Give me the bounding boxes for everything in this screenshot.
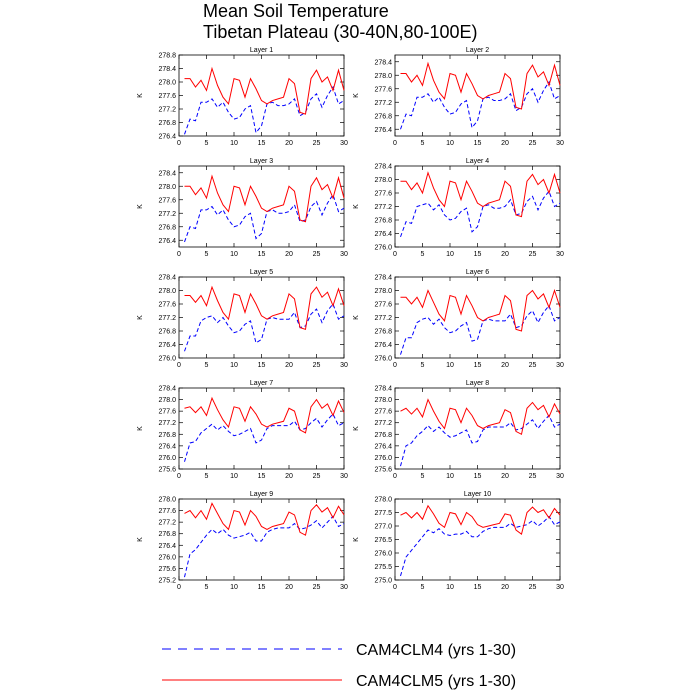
y-axis-label: K — [137, 426, 144, 431]
x-tick-label: 10 — [230, 584, 238, 591]
x-tick-label: 10 — [446, 140, 454, 147]
x-tick-label: 10 — [230, 251, 238, 258]
x-tick-label: 5 — [204, 140, 209, 147]
y-tick-label: 275.2 — [158, 577, 176, 585]
x-tick-label: 5 — [420, 362, 425, 369]
x-tick-label: 15 — [473, 362, 482, 369]
y-tick-label: 277.6 — [374, 86, 392, 94]
y-axis-label: K — [137, 204, 144, 209]
y-tick-label: 277.2 — [158, 519, 176, 527]
x-tick-label: 25 — [528, 473, 537, 480]
y-tick-label: 277.0 — [374, 523, 392, 531]
y-tick-label: 275.0 — [374, 577, 392, 585]
y-tick-label: 276.0 — [374, 355, 392, 363]
y-axis-label: K — [137, 93, 144, 98]
plot-frame — [179, 388, 344, 469]
chart-panel — [353, 380, 564, 480]
chart-panel — [353, 47, 564, 147]
y-axis-label: K — [353, 426, 360, 431]
figure-title-line1: Mean Soil Temperature — [203, 1, 389, 21]
x-tick-label: 30 — [340, 362, 348, 369]
y-tick-label: 276.4 — [374, 443, 392, 451]
x-tick-label: 0 — [393, 473, 397, 480]
x-tick-label: 10 — [230, 473, 238, 480]
y-tick-label: 278.4 — [374, 385, 392, 393]
series-line-clm5 — [185, 69, 345, 115]
y-tick-label: 276.8 — [158, 120, 176, 127]
x-tick-label: 25 — [312, 362, 321, 369]
y-tick-label: 278.4 — [158, 66, 176, 73]
panel-title: Layer 10 — [463, 491, 492, 498]
panel-title: Layer 2 — [465, 47, 490, 54]
y-tick-label: 276.5 — [374, 537, 392, 544]
x-tick-label: 15 — [473, 140, 482, 147]
x-tick-label: 30 — [556, 473, 564, 480]
y-axis-label: K — [353, 93, 360, 98]
series-line-clm5 — [401, 173, 561, 217]
y-tick-label: 278.0 — [374, 496, 392, 504]
chart-panel — [353, 158, 564, 258]
y-tick-label: 277.6 — [158, 93, 176, 100]
x-tick-label: 0 — [177, 584, 181, 591]
x-tick-label: 5 — [204, 362, 209, 369]
x-tick-label: 10 — [446, 251, 454, 258]
x-tick-label: 30 — [556, 251, 564, 258]
series-line-clm5 — [401, 291, 561, 332]
y-tick-label: 278.0 — [374, 288, 392, 295]
legend-label-clm5: CAM4CLM5 (yrs 1-30) — [356, 673, 517, 690]
y-tick-label: 276.0 — [158, 454, 176, 462]
panel-title: Layer 1 — [249, 47, 274, 54]
panel-title: Layer 8 — [465, 380, 490, 387]
x-tick-label: 10 — [230, 140, 238, 147]
y-tick-label: 278.0 — [158, 79, 176, 87]
x-tick-label: 10 — [446, 473, 454, 480]
x-tick-label: 25 — [528, 584, 537, 591]
y-tick-label: 278.4 — [374, 274, 392, 282]
x-tick-label: 0 — [393, 584, 397, 591]
x-tick-label: 15 — [257, 251, 266, 258]
y-tick-label: 276.8 — [158, 328, 176, 336]
y-tick-label: 277.2 — [374, 99, 392, 107]
panel-title: Layer 9 — [249, 491, 274, 498]
chart-panel — [137, 491, 348, 591]
series-line-clm5 — [185, 287, 345, 329]
y-tick-label: 277.6 — [374, 190, 392, 198]
figure-title-line2: Tibetan Plateau (30-40N,80-100E) — [203, 22, 478, 42]
y-tick-label: 277.2 — [374, 315, 392, 322]
y-axis-label: K — [353, 204, 360, 209]
y-tick-label: 278.0 — [158, 288, 176, 295]
x-tick-label: 20 — [501, 584, 509, 591]
x-tick-label: 30 — [340, 473, 348, 480]
panel-title: Layer 5 — [249, 269, 274, 276]
y-tick-label: 277.6 — [374, 408, 392, 416]
y-tick-label: 276.4 — [374, 126, 392, 134]
y-tick-label: 276.8 — [374, 217, 392, 225]
series-line-clm5 — [185, 398, 345, 433]
x-tick-label: 0 — [177, 251, 181, 258]
x-tick-label: 30 — [556, 584, 564, 591]
y-tick-label: 276.8 — [158, 224, 176, 232]
plot-frame — [395, 388, 560, 469]
x-tick-label: 20 — [285, 473, 293, 480]
y-tick-label: 278.0 — [374, 397, 392, 405]
series-line-clm4 — [185, 516, 345, 577]
x-tick-label: 0 — [177, 140, 181, 147]
x-tick-label: 25 — [312, 251, 321, 258]
y-tick-label: 276.0 — [374, 550, 392, 558]
x-tick-label: 5 — [204, 473, 209, 480]
y-tick-label: 277.5 — [374, 510, 392, 517]
series-line-clm4 — [185, 414, 345, 462]
x-tick-label: 30 — [340, 584, 348, 591]
y-tick-label: 277.6 — [158, 408, 176, 416]
y-tick-label: 277.2 — [158, 420, 176, 428]
y-tick-label: 276.4 — [158, 237, 176, 245]
x-tick-label: 5 — [420, 251, 425, 258]
chart-panel — [353, 491, 564, 591]
x-tick-label: 0 — [177, 473, 181, 480]
x-tick-label: 20 — [501, 251, 509, 258]
y-tick-label: 277.6 — [374, 301, 392, 309]
y-tick-label: 278.0 — [158, 397, 176, 405]
y-axis-label: K — [137, 537, 144, 542]
y-axis-label: K — [137, 315, 144, 320]
chart-panel — [137, 47, 348, 147]
y-tick-label: 278.0 — [374, 177, 392, 184]
x-tick-label: 20 — [285, 362, 293, 369]
x-tick-label: 0 — [393, 140, 397, 147]
chart-panel — [137, 269, 348, 369]
x-tick-label: 30 — [340, 140, 348, 147]
y-tick-label: 278.8 — [158, 52, 176, 60]
plot-frame — [179, 499, 344, 580]
x-tick-label: 30 — [340, 251, 348, 258]
chart-panel — [353, 269, 564, 369]
y-tick-label: 277.6 — [158, 508, 176, 516]
x-tick-label: 20 — [285, 584, 293, 591]
y-tick-label: 277.2 — [158, 210, 176, 218]
series-line-clm4 — [401, 82, 561, 129]
x-tick-label: 15 — [257, 362, 266, 369]
x-tick-label: 0 — [393, 362, 397, 369]
x-tick-label: 20 — [501, 362, 509, 369]
x-tick-label: 0 — [177, 362, 181, 369]
y-tick-label: 276.4 — [158, 342, 176, 349]
x-tick-label: 25 — [312, 584, 321, 591]
x-tick-label: 30 — [556, 140, 564, 147]
x-tick-label: 20 — [285, 140, 293, 147]
y-tick-label: 276.4 — [374, 342, 392, 349]
y-axis-label: K — [353, 537, 360, 542]
y-tick-label: 276.8 — [374, 113, 392, 121]
series-line-clm4 — [401, 415, 561, 466]
x-tick-label: 15 — [257, 584, 266, 591]
y-tick-label: 276.8 — [374, 328, 392, 336]
y-tick-label: 277.2 — [374, 204, 392, 211]
y-tick-label: 278.4 — [158, 385, 176, 393]
y-tick-label: 276.4 — [158, 542, 176, 550]
y-tick-label: 276.4 — [158, 443, 176, 451]
x-tick-label: 25 — [528, 251, 537, 258]
y-tick-label: 276.8 — [158, 431, 176, 439]
y-tick-label: 276.8 — [158, 531, 176, 539]
y-tick-label: 276.0 — [158, 554, 176, 562]
y-axis-label: K — [353, 315, 360, 320]
x-tick-label: 10 — [446, 362, 454, 369]
chart-panel — [137, 380, 348, 480]
y-tick-label: 276.0 — [158, 355, 176, 363]
y-tick-label: 276.0 — [374, 244, 392, 252]
x-tick-label: 5 — [420, 473, 425, 480]
x-tick-label: 15 — [473, 584, 482, 591]
series-line-clm4 — [401, 191, 561, 237]
legend — [162, 642, 516, 690]
x-tick-label: 15 — [473, 251, 482, 258]
plot-frame — [395, 166, 560, 247]
x-tick-label: 15 — [257, 473, 266, 480]
series-line-clm4 — [185, 195, 345, 242]
y-tick-label: 277.2 — [158, 106, 176, 114]
y-tick-label: 278.0 — [158, 496, 176, 504]
y-tick-label: 278.0 — [374, 72, 392, 80]
y-tick-label: 275.6 — [158, 466, 176, 474]
panel-title: Layer 4 — [465, 158, 490, 165]
x-tick-label: 10 — [230, 362, 238, 369]
x-tick-label: 25 — [312, 140, 321, 147]
y-tick-label: 278.4 — [374, 59, 392, 67]
y-tick-label: 278.4 — [374, 163, 392, 171]
y-tick-label: 276.8 — [374, 431, 392, 439]
x-tick-label: 25 — [312, 473, 321, 480]
series-line-clm4 — [185, 304, 345, 351]
panel-title: Layer 7 — [249, 380, 274, 387]
series-line-clm5 — [401, 506, 561, 534]
x-tick-label: 5 — [204, 251, 209, 258]
plot-frame — [179, 166, 344, 247]
x-tick-label: 25 — [528, 140, 537, 147]
y-tick-label: 275.6 — [374, 466, 392, 474]
series-line-clm5 — [401, 63, 561, 109]
series-line-clm4 — [185, 87, 345, 134]
y-tick-label: 277.6 — [158, 197, 176, 205]
y-tick-label: 276.0 — [374, 454, 392, 462]
x-tick-label: 30 — [556, 362, 564, 369]
x-tick-label: 15 — [257, 140, 266, 147]
x-tick-label: 25 — [528, 362, 537, 369]
y-tick-label: 275.6 — [158, 565, 176, 573]
x-tick-label: 20 — [501, 473, 509, 480]
x-tick-label: 15 — [473, 473, 482, 480]
y-tick-label: 276.4 — [374, 231, 392, 238]
x-tick-label: 0 — [393, 251, 397, 258]
x-tick-label: 5 — [204, 584, 209, 591]
y-tick-label: 278.4 — [158, 170, 176, 178]
plot-frame — [179, 277, 344, 358]
panel-title: Layer 3 — [249, 158, 274, 165]
series-line-clm4 — [401, 306, 561, 355]
panels-grid — [137, 47, 564, 591]
y-tick-label: 278.0 — [158, 183, 176, 191]
panel-title: Layer 6 — [465, 269, 490, 276]
x-tick-label: 20 — [285, 251, 293, 258]
chart-panel — [137, 158, 348, 258]
series-line-clm5 — [185, 176, 345, 222]
y-tick-label: 277.2 — [158, 315, 176, 322]
y-tick-label: 276.4 — [158, 133, 176, 141]
y-tick-label: 277.2 — [374, 420, 392, 428]
x-tick-label: 5 — [420, 140, 425, 147]
legend-label-clm4: CAM4CLM4 (yrs 1-30) — [356, 642, 517, 659]
x-tick-label: 5 — [420, 584, 425, 591]
x-tick-label: 10 — [446, 584, 454, 591]
series-line-clm5 — [185, 503, 345, 535]
y-tick-label: 275.5 — [374, 564, 392, 571]
y-tick-label: 278.4 — [158, 274, 176, 282]
y-tick-label: 277.6 — [158, 301, 176, 309]
x-tick-label: 20 — [501, 140, 509, 147]
